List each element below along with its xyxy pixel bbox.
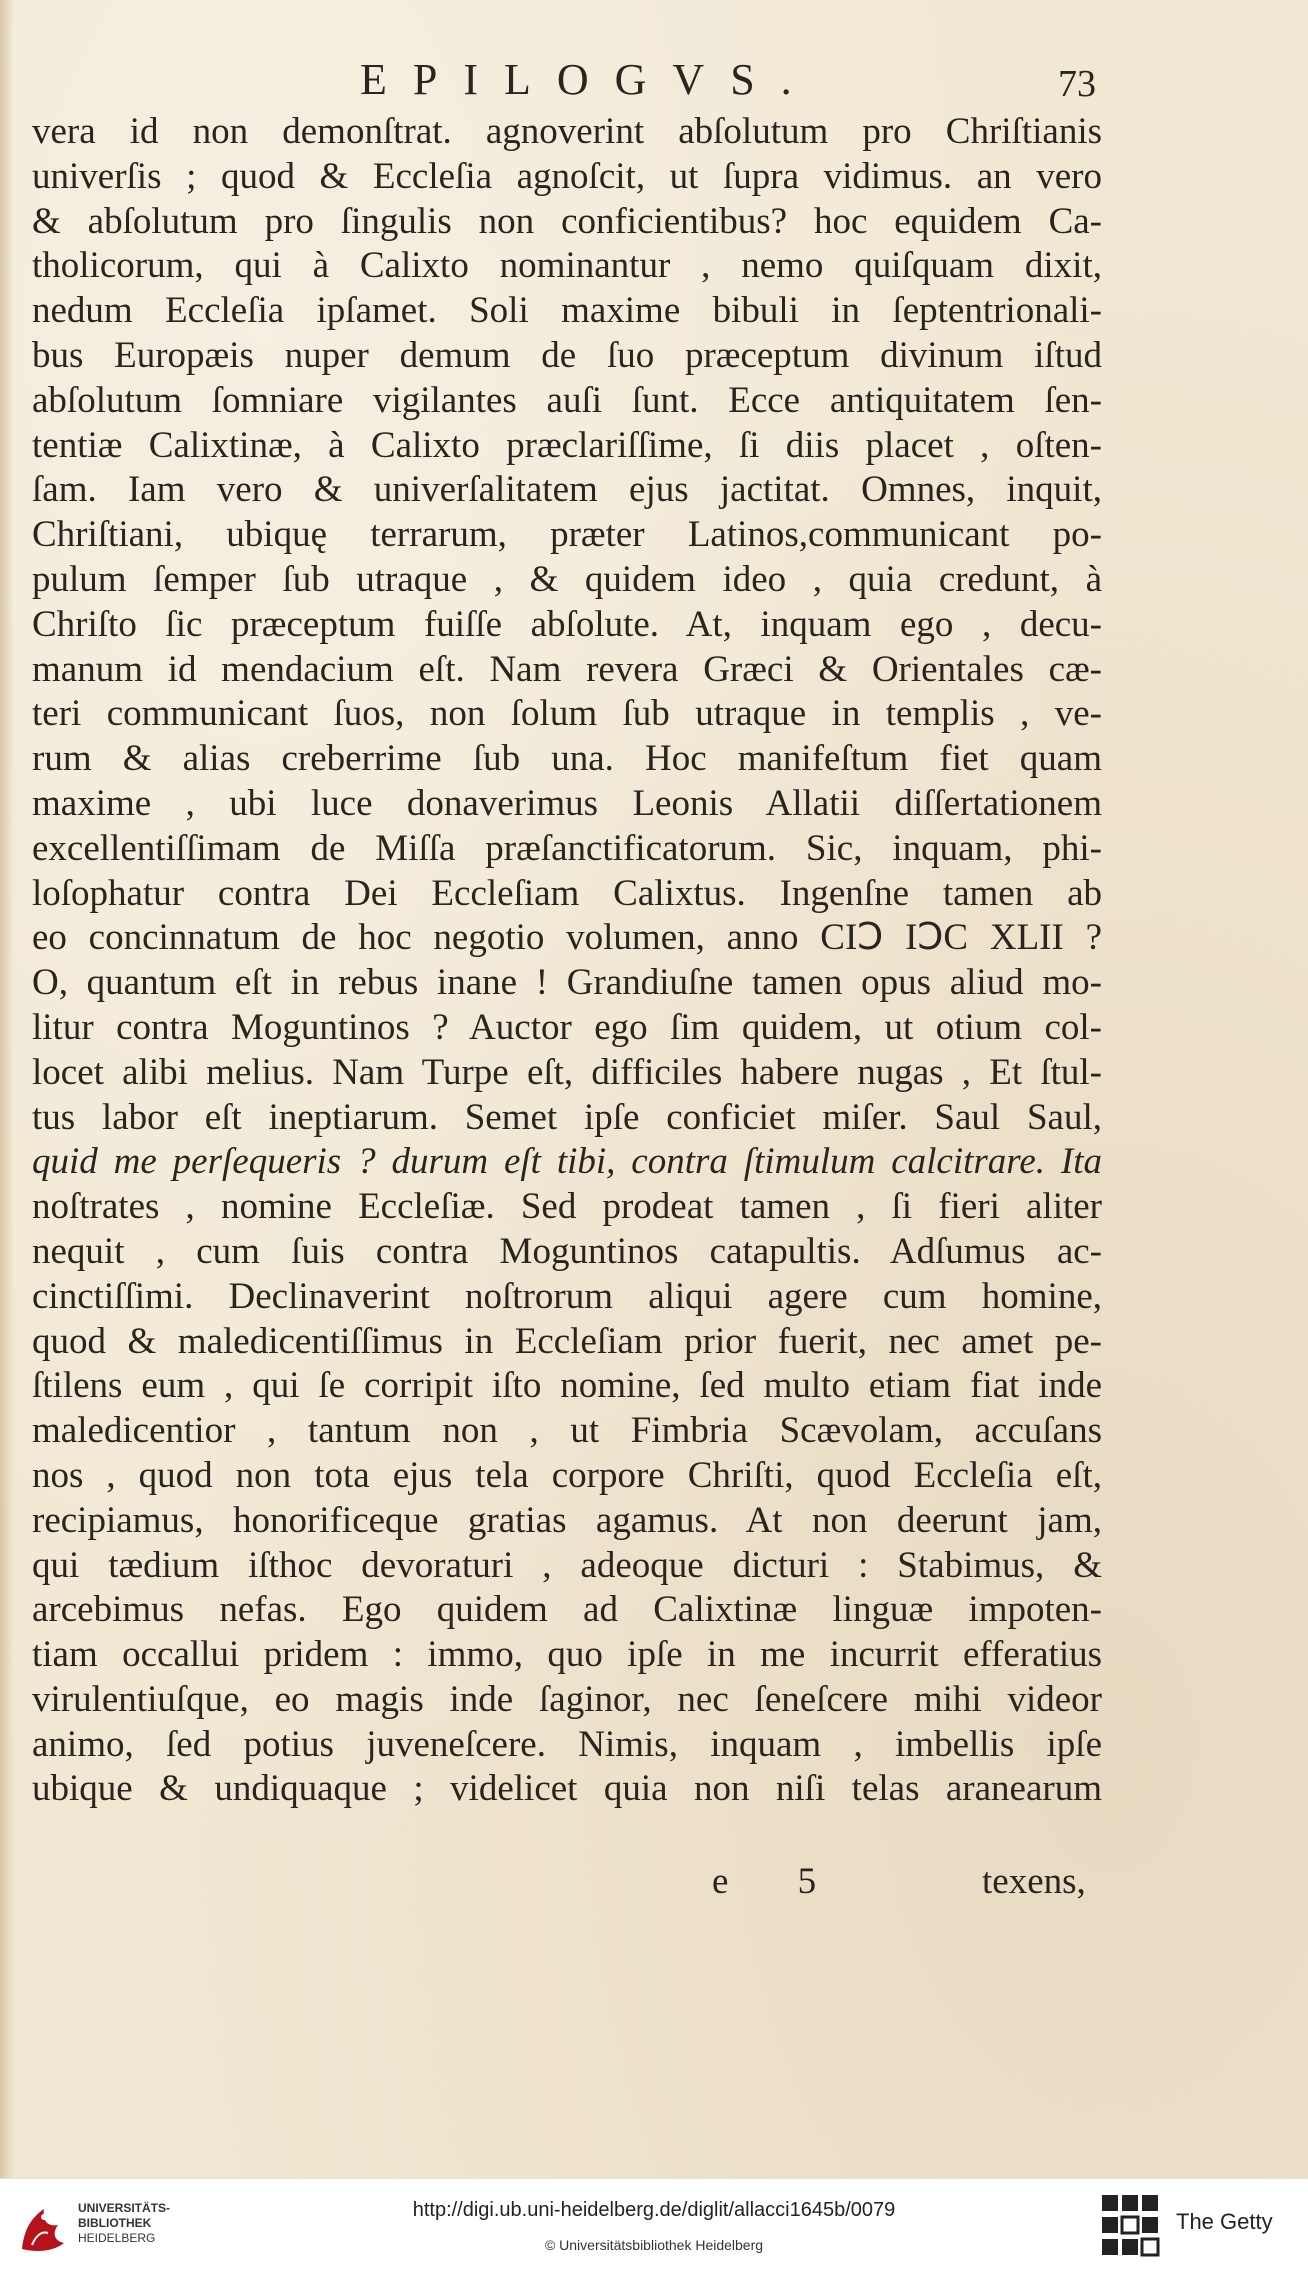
page-foot (0, 1860, 1308, 1908)
text-line: maxime , ubi luce donaverimus Leonis Allatii diſſertationem (32, 782, 1102, 824)
text-line: tentiæ Calixtinæ, à Calixto præclariſſime, ſi diis placet , oſten- (32, 424, 1102, 466)
text-line: loſophatur contra Dei Eccleſiam Calixtus. Ingenſne tamen ab (32, 872, 1102, 914)
text-line: quid me perſequeris ? durum eſt tibi, contra ſtimulum calcitrare. Ita (32, 1141, 1102, 1183)
text-line: recipiamus, honorificeque gratias agamus. At non deerunt jam, (32, 1499, 1102, 1541)
text-line: locet alibi melius. Nam Turpe eſt, difficiles habere nugas , Et ſtul- (32, 1051, 1102, 1093)
university-name-line: HEIDELBERG (78, 2231, 156, 2245)
text-line: pulum ſemper ſub utraque , & quidem ideo , quia credunt, à (32, 558, 1102, 600)
text-line: ſam. Iam vero & univerſalitatem ejus jactitat. Omnes, inquit, (32, 469, 1102, 511)
text-line: noſtrates , nomine Eccleſiæ. Sed prodeat tamen , ſi fieri aliter (32, 1186, 1102, 1228)
text-line: Chriſto ſic præceptum fuiſſe abſolute. At, inquam ego , decu- (32, 603, 1102, 645)
text-line: & abſolutum pro ſingulis non conficientibus? hoc equidem Ca- (32, 200, 1102, 242)
running-head (0, 48, 1308, 108)
text-line: quod & maledicentiſſimus in Eccleſiam prior fuerit, nec amet pe- (32, 1320, 1102, 1362)
getty-name[interactable]: The Getty (1176, 2209, 1273, 2234)
running-head-title: EPILOGVS. (360, 55, 818, 104)
text-line: qui tædium iſthoc devoraturi , adeoque dicturi : Stabimus, & (32, 1544, 1102, 1586)
university-name-line: UNIVERSITÄTS- (78, 2201, 171, 2215)
text-line: arcebimus nefas. Ego quidem ad Calixtinæ linguæ impoten- (32, 1589, 1102, 1631)
page-edge-shadow (0, 0, 14, 2178)
body-text (32, 110, 1102, 1812)
text-line: teri communicant ſuos, non ſolum ſub utraque in templis , ve- (32, 693, 1102, 735)
text-line: eo concinnatum de hoc negotio volumen, anno CIↃ IↃC XLII ? (32, 917, 1102, 959)
text-line: abſolutum ſomniare vigilantes auſi ſunt. Ecce antiquitatem ſen- (32, 379, 1102, 421)
text-line: animo, ſed potius juveneſcere. Nimis, inquam , imbellis ipſe (32, 1723, 1102, 1765)
getty-logo-icon[interactable] (1100, 2193, 1160, 2259)
text-line: tholicorum, qui à Calixto nominantur , nemo quiſquam dixit, (32, 245, 1102, 287)
page-number: 73 (1058, 63, 1096, 105)
text-line: litur contra Moguntinos ? Auctor ego ſim quidem, ut otium col- (32, 1006, 1102, 1048)
text-line: Chriſtiani, ubiquę terrarum, præter Latinos,communicant po- (32, 514, 1102, 556)
text-line: nequit , cum ſuis contra Moguntinos catapultis. Adſumus ac- (32, 1230, 1102, 1272)
text-line: virulentiuſque, eo magis inde ſaginor, nec ſeneſcere mihi videor (32, 1678, 1102, 1720)
text-line: excellentiſſimam de Miſſa præſanctificatorum. Sic, inquam, phi- (32, 827, 1102, 869)
text-line: O, quantum eſt in rebus inane ! Grandiuſne tamen opus aliud mo- (32, 962, 1102, 1004)
text-line: nos , quod non tota ejus tela corpore Chriſti, quod Eccleſia eſt, (32, 1454, 1102, 1496)
text-line: cinctiſſimi. Declinaverint noſtrorum aliqui agere cum homine, (32, 1275, 1102, 1317)
copyright-notice: © Universitätsbibliothek Heidelberg (544, 2237, 764, 2253)
text-line: ubique & undiquaque ; videlicet quia non niſi telas aranearum (32, 1768, 1102, 1810)
viewer-footer (0, 2178, 1308, 2273)
catchword: texens, (982, 1861, 1086, 1902)
text-line: manum id mendacium eſt. Nam revera Græci & Orientales cæ- (32, 648, 1102, 690)
text-line: vera id non demonſtrat. agnoverint abſolutum pro Chriſtianis (32, 111, 1102, 152)
text-line: maledicentior , tantum non , ut Fimbria Scævolam, accuſans (32, 1410, 1102, 1452)
text-line: ſtilens eum , qui ſe corripit iſto nomine, ſed multo etiam fiat inde (32, 1365, 1102, 1407)
text-line: nedum Eccleſia ipſamet. Soli maxime bibuli in ſeptentrionali- (32, 290, 1102, 332)
text-line: tiam occallui pridem : immo, quo ipſe in me incurrit efferatius (32, 1634, 1102, 1676)
text-line: bus Europæis nuper demum de ſuo præceptum divinum iſtud (32, 334, 1102, 376)
text-line: rum & alias creberrime ſub una. Hoc manifeſtum fiet quam (32, 738, 1102, 780)
text-line: univerſis ; quod & Eccleſia agnoſcit, ut ſupra vidimus. an vero (32, 155, 1102, 197)
permalink-url[interactable]: http://digi.ub.uni-heidelberg.de/diglit/allacci1645b/0079 (412, 2199, 896, 2221)
signature-mark: e 5 (712, 1861, 847, 1902)
text-line: tus labor eſt ineptiarum. Semet ipſe conficiet miſer. Saul Saul, (32, 1096, 1102, 1138)
university-name-line: BIBLIOTHEK (78, 2216, 152, 2230)
